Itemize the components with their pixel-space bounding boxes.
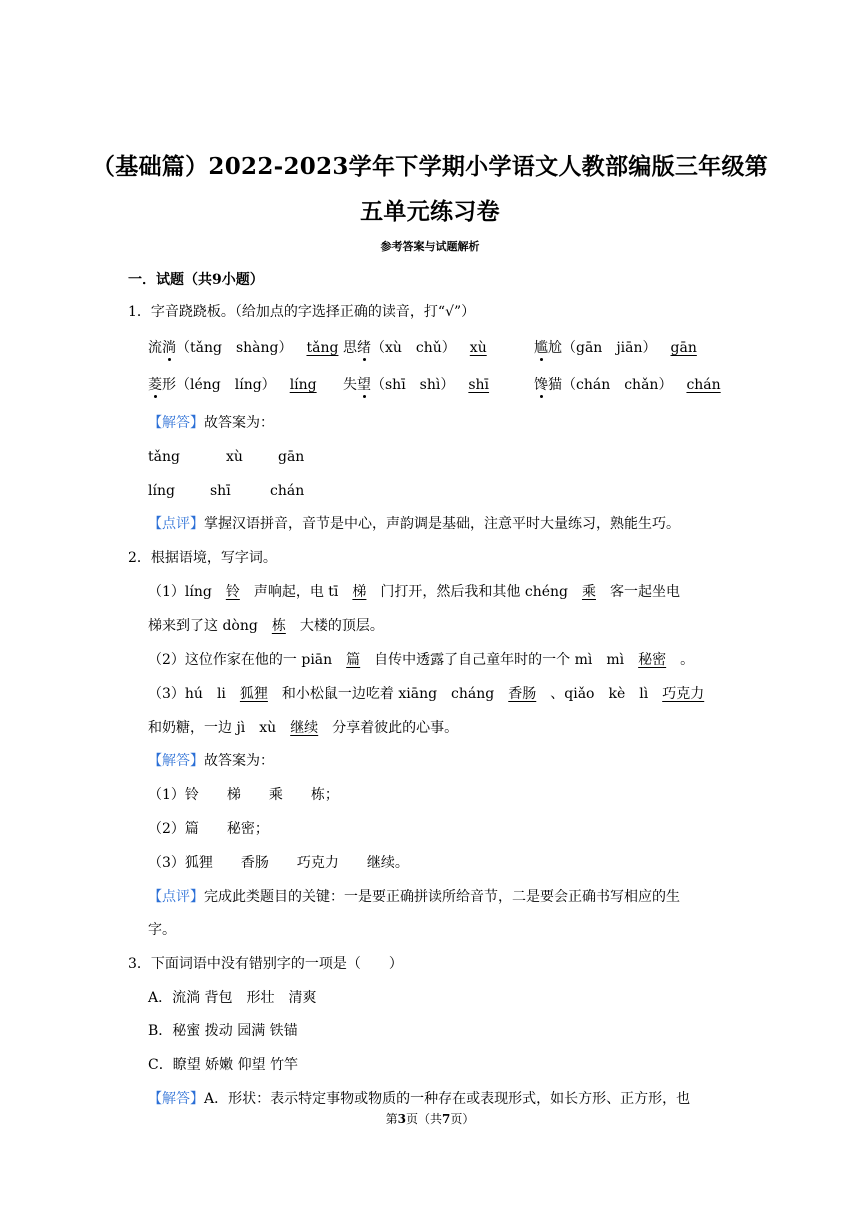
q1-row1-a-dotted-char: 淌 <box>162 340 176 356</box>
document-title-line1: （基础篇）2022-2023学年下学期小学语文人教部编版三年级第 <box>91 153 769 180</box>
q2-p2-blank-2: 秘密 <box>638 652 667 668</box>
q3-solution-tag: 【解答】 <box>148 1091 204 1107</box>
q1-row2-b-answer: shī <box>468 377 490 393</box>
q1-row1-c-char2: 尬 <box>548 340 562 356</box>
q1-comment-text: 掌握汉语拼音，音节是中心，声韵调是基础，注意平时大量练习，熟能生巧。 <box>204 516 680 532</box>
q1-answer-5: shī <box>210 483 231 499</box>
q2-comment-line2: 字。 <box>148 922 176 938</box>
q1-answer-3: gān <box>278 449 305 465</box>
q1-row2-a-options: （léng líng） <box>176 377 276 393</box>
q1-answer-row2 <box>148 481 304 501</box>
q2-answer-2: （2）篇 秘密； <box>148 821 269 837</box>
q2-solution-header <box>148 751 274 771</box>
q3-solution-text: A．形状：表示特定事物或物质的一种存在或表现形式，如长方形、正方形，也 <box>204 1091 691 1107</box>
q2-p1-text-c: 声响起，电 tī <box>253 584 339 600</box>
q2-p3-blank-1: 狐狸 <box>239 686 268 702</box>
q2-part1-line1 <box>148 582 680 602</box>
q3-option-c: C．瞭望 娇嫩 仰望 竹竿 <box>148 1057 299 1073</box>
q1-answer-row1 <box>148 447 304 467</box>
q2-solution-text: 故答案为： <box>204 753 274 769</box>
q1-comment-tag: 【点评】 <box>148 516 204 532</box>
q2-p3-blank-3: 巧克力 <box>662 686 705 702</box>
document-title-line2: 五单元练习卷 <box>360 198 500 225</box>
q1-solution-tag: 【解答】 <box>148 415 204 431</box>
q1-solution-header <box>148 413 274 433</box>
q1-row2-item-c <box>534 375 735 395</box>
q2-p1-text-f: 梯来到了这 dòng <box>148 618 258 634</box>
footer-suffix: 页） <box>450 1112 475 1126</box>
q1-row2-c-char2: 猫 <box>548 377 562 393</box>
q2-p1-text-e: 客一起坐电 <box>609 584 680 600</box>
q2-answer-3: （3）狐狸 香肠 巧克力 继续。 <box>148 855 409 871</box>
q2-part2 <box>148 650 694 670</box>
q3-option-a: A．流淌 背包 形壮 清爽 <box>148 990 317 1006</box>
q1-row1-c-dotted-char: 尴 <box>534 340 548 356</box>
q1-row2-c-options: （chán chǎn） <box>562 377 673 393</box>
q1-row1-a-answer: tǎng <box>306 340 339 356</box>
q1-row2-a-char2: 形 <box>162 377 176 393</box>
q3-stem: 3．下面词语中没有错别字的一项是（ ） <box>128 956 403 972</box>
q1-row1-b-options: （xù chǔ） <box>371 340 456 356</box>
q1-solution-text: 故答案为： <box>204 415 274 431</box>
q2-part1-line2 <box>148 616 384 636</box>
q2-p3-text-d: 、qiǎo kè lì <box>550 686 649 702</box>
q1-stem: 1．字音跷跷板。（给加点的字选择正确的读音，打“√”） <box>128 304 476 320</box>
q1-row1-b-dotted-char: 绪 <box>357 340 371 356</box>
q1-row1-b-answer: xù <box>469 340 487 356</box>
q2-p1-blank-3: 乘 <box>581 584 596 600</box>
q1-row2-item-a <box>148 375 331 395</box>
q2-p1-text-g: 大楼的顶层。 <box>299 618 384 634</box>
q1-row2-c-answer: chán <box>686 377 721 393</box>
q1-row1-b-char1: 思 <box>343 340 357 356</box>
q1-row2-b-options: （shī shì） <box>371 377 455 393</box>
q2-p2-blank-1: 篇 <box>346 652 361 668</box>
q2-p3-blank-4: 继续 <box>290 720 319 736</box>
q2-part3-line1 <box>148 684 718 704</box>
q1-row1-item-b <box>343 338 501 358</box>
q2-part3-line2 <box>148 718 458 738</box>
q2-p1-text-d: 门打开，然后我和其他 chéng <box>380 584 568 600</box>
q2-comment-tag: 【点评】 <box>148 889 204 905</box>
q1-answer-2: xù <box>226 449 243 465</box>
q1-row2-c-dotted-char: 馋 <box>534 377 548 393</box>
q1-row1-item-a <box>148 338 352 358</box>
footer-mid: 页（共 <box>405 1112 442 1126</box>
q2-p1-blank-2: 梯 <box>352 584 367 600</box>
q2-p3-text-c: 和小松鼠一边吃着 xiāng cháng <box>281 686 495 702</box>
q2-p3-blank-2: 香肠 <box>508 686 537 702</box>
footer-page-number: 3 <box>397 1112 406 1126</box>
q1-row1-c-options: （gān jiān） <box>562 340 657 356</box>
q1-row1-a-options: （tǎng shàng） <box>176 340 293 356</box>
q2-comment-text1: 完成此类题目的关键：一是要正确拼读所给音节，二是要会正确书写相应的生 <box>204 889 680 905</box>
q2-p2-text-a: （2）这位作家在他的一 piān <box>148 652 333 668</box>
footer-total-pages: 7 <box>442 1112 451 1126</box>
q1-row2-item-b <box>343 375 503 395</box>
q2-answer-1: （1）铃 梯 乘 栋； <box>148 787 339 803</box>
q1-comment <box>148 514 680 534</box>
q1-row1-c-answer: gān <box>670 340 697 356</box>
q3-option-b: B．秘蜜 拨动 园满 铁锚 <box>148 1023 298 1039</box>
q2-p2-text-d: 。 <box>680 652 695 668</box>
q1-row1-item-c <box>534 338 711 358</box>
section-heading: 一．试题（共9小题） <box>128 272 264 288</box>
q1-answer-4: líng <box>148 483 175 499</box>
document-subtitle: 参考答案与试题解析 <box>380 240 480 253</box>
q1-row2-b-dotted-char: 望 <box>357 377 371 393</box>
q2-p3-text-f: 分享着彼此的心事。 <box>332 720 459 736</box>
q1-answer-6: chán <box>270 483 305 499</box>
q1-row1-a-char1: 流 <box>148 340 162 356</box>
q2-stem: 2．根据语境，写字词。 <box>128 550 277 566</box>
q2-p3-text-e: 和奶糖，一边 jì xù <box>148 720 277 736</box>
q2-p3-text-a: （3）hú li <box>148 686 226 702</box>
q2-p2-text-c: 自传中透露了自己童年时的一个 mì mì <box>374 652 625 668</box>
q2-solution-tag: 【解答】 <box>148 753 204 769</box>
q2-comment-line1 <box>148 887 680 907</box>
footer-prefix: 第 <box>385 1112 398 1126</box>
q1-row2-b-char1: 失 <box>343 377 357 393</box>
q1-row2-a-answer: líng <box>289 377 317 393</box>
q3-solution <box>148 1089 690 1109</box>
q1-row2-a-dotted-char: 菱 <box>148 377 162 393</box>
q1-answer-1: tǎng <box>148 449 180 465</box>
q2-p1-blank-4: 栋 <box>271 618 286 634</box>
page-footer <box>0 1110 860 1127</box>
q2-p1-blank-1: 铃 <box>225 584 240 600</box>
q2-p1-text-a: （1）líng <box>148 584 212 600</box>
